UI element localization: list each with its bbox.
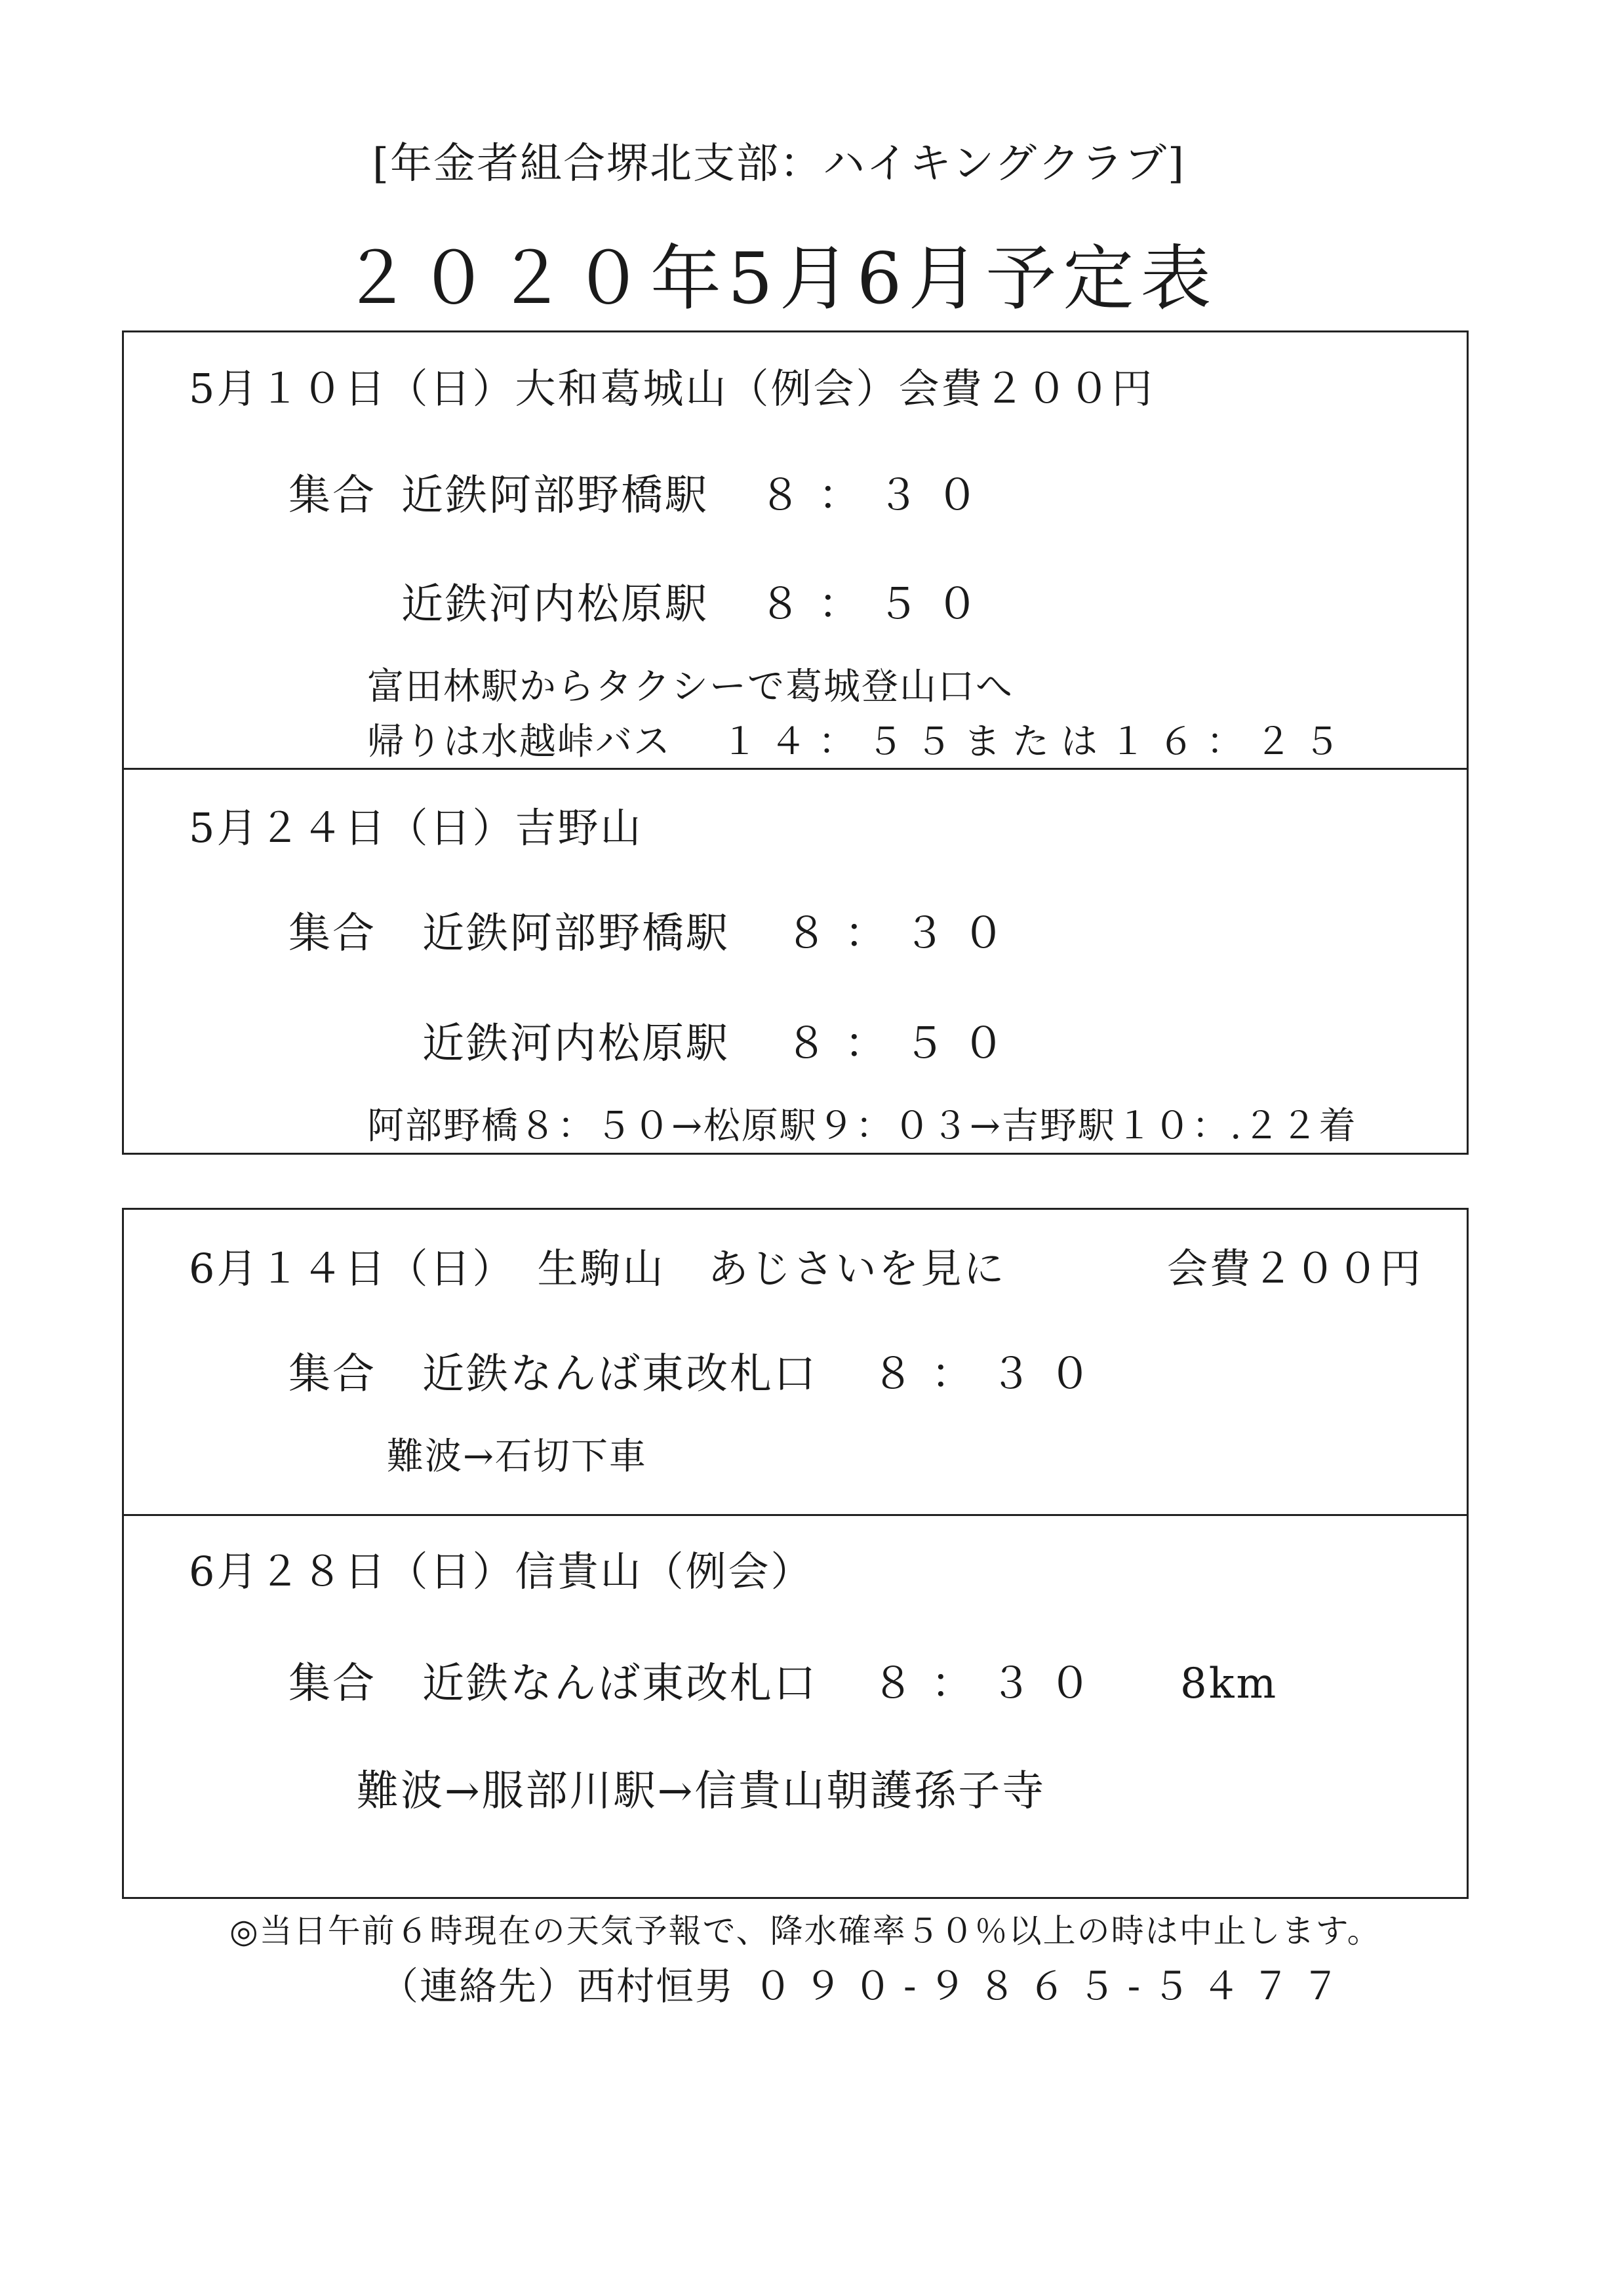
bus-times: １４：５５または１６：２５ [721, 721, 1352, 763]
event-note: 富田林駅からタクシーで葛城登山口へ [367, 666, 1014, 708]
meet-time: ８：３０ [785, 909, 1021, 958]
event-note: 阿部野橋８：５０→松原駅９：０３→吉野駅１０：.２２着 [367, 1105, 1357, 1148]
contact-phone: ０９０-９８６５-５４７７ [754, 1964, 1352, 2008]
organization-header: [年金者組合堺北支部：ハイキングクラブ] [372, 140, 1186, 188]
event-note: 難波→服部川駅→信貴山朝護孫子寺 [357, 1767, 1046, 1816]
event-heading: 5月１０日（日）大和葛城山（例会）会費２００円 [189, 365, 1155, 412]
hike-distance: 8km [1180, 1660, 1278, 1708]
meet-station: 近鉄河内松原駅 [422, 1020, 730, 1068]
meet-label: 集合 [288, 909, 376, 958]
page-title: ２０２０年5月6月予定表 [341, 238, 1218, 320]
meet-time: ８：３０ [872, 1350, 1108, 1399]
event-note: 帰りは水越峠バス [367, 721, 671, 763]
event-note: 難波→石切下車 [387, 1435, 647, 1478]
meet-station: 近鉄河内松原駅 [401, 580, 709, 629]
meet-station: 近鉄阿部野橋駅 [401, 471, 709, 520]
event-heading: 5月２４日（日）吉野山 [189, 804, 643, 852]
meet-station: 近鉄阿部野橋駅 [422, 909, 730, 958]
meet-time: ８：３０ [759, 471, 995, 520]
cancellation-notice: ◎当日午前６時現在の天気予報で、降水確率５０％以上の時は中止します。 [229, 1912, 1381, 1950]
event-divider [124, 1514, 1467, 1516]
meet-label: 集合 [288, 1660, 376, 1708]
meet-time: ８：３０ [872, 1660, 1108, 1708]
contact-label: （連絡先）西村恒男 [380, 1964, 735, 2008]
event-divider [124, 768, 1467, 770]
event-heading: 6月２８日（日）信貴山（例会） [189, 1547, 814, 1595]
meet-time: ８：５０ [759, 580, 995, 629]
meet-label: 集合 [288, 471, 376, 520]
meet-station: 近鉄なんば東改札口 [422, 1660, 818, 1708]
event-heading: 6月１４日（日） 生駒山 あじさいを見に [189, 1245, 1006, 1292]
event-fee: 会費２００円 [1167, 1245, 1423, 1292]
meet-label: 集合 [288, 1350, 376, 1399]
meet-time: ８：５０ [785, 1020, 1021, 1068]
meet-station: 近鉄なんば東改札口 [422, 1350, 818, 1399]
